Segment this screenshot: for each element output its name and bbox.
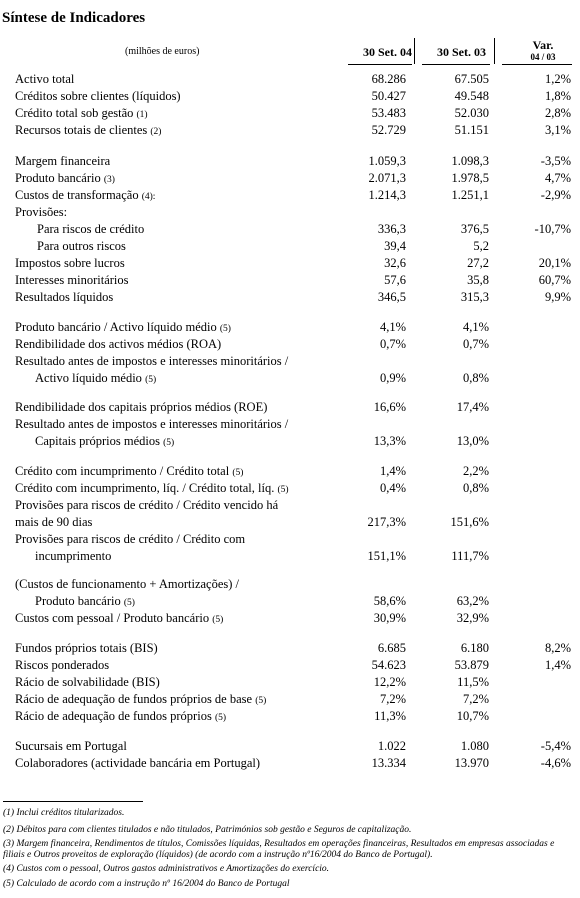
row-footnote-ref: (5) [163,438,175,448]
row-label-text: Interesses minoritários [15,273,129,287]
row-footnote-ref: (4): [141,192,156,202]
row-label [35,547,111,567]
value-2003: 32,9% [456,611,489,625]
value-2004: 13,3% [373,434,406,448]
row-label-text: Créditos sobre clientes (líquidos) [15,89,181,103]
table-row [0,203,580,221]
table-row [0,352,580,370]
value-variation: -5,4% [540,739,571,753]
value-2003: 11,5% [457,675,489,689]
value-2003: 0,7% [462,337,489,351]
row-label-text: Rendibilidade dos capitais próprios médios (ROE) [15,400,268,414]
table-row [0,254,580,272]
value-2003: 7,2% [462,692,489,706]
row-label-text: Rácio de adequação de fundos próprios de base [15,692,253,706]
value-2003: 6.180 [460,641,489,655]
row-label-text: Impostos sobre lucros [15,256,125,270]
row-label-text: mais de 90 dias [15,515,93,529]
value-variation: -3,5% [540,154,571,168]
table-row [0,169,580,187]
row-label-text: Activo total [15,72,75,86]
value-2003: 17,4% [456,400,489,414]
value-2004: 6.685 [377,641,406,655]
value-2004: 54.623 [371,658,406,672]
units-label: (milhões de euros) [125,46,200,57]
row-label [15,121,161,141]
table-row [0,70,580,88]
row-label-text: Activo líquido médio [35,371,142,385]
page-title: Síntese de Indicadores [2,10,146,26]
value-2003: 53.879 [454,658,489,672]
value-variation: 4,7% [544,171,571,185]
table-row [0,690,580,708]
value-2003: 52.030 [454,106,489,120]
value-2004: 11,3% [374,709,406,723]
row-footnote-ref: (5) [123,598,135,608]
row-label-text: Resultado antes de impostos e interesses minoritários / [15,417,289,431]
value-2004: 1.022 [377,739,406,753]
value-2003: 5,2 [473,239,489,253]
row-label-text: Crédito com incumprimento / Crédito total [15,464,230,478]
value-2004: 346,5 [377,290,406,304]
row-label [15,288,113,308]
row-label-text: Custos de transformação [15,188,139,202]
table-row [0,237,580,255]
value-2003: 35,8 [467,273,489,287]
row-label-text: Margem financeira [15,154,111,168]
value-variation: 60,7% [538,273,571,287]
value-2003: 376,5 [460,222,489,236]
value-2003: 1.978,5 [451,171,489,185]
value-2004: 217,3% [367,515,406,529]
row-footnote-ref: (5) [277,485,289,495]
column-header-2003: 30 Set. 03 [437,45,486,59]
value-2003: 49.548 [454,89,489,103]
value-2003: 13.970 [454,756,489,770]
row-label [15,754,260,774]
footnote: (4) Custos com o pessoal, Outros gastos administrativos e Amortizações do exercício. [3,864,330,874]
row-label-text: Para outros riscos [37,239,126,253]
row-label-text: Provisões: [15,205,68,219]
row-label-text: (Custos de funcionamento + Amortizações) / [15,577,240,591]
value-2004: 13.334 [371,756,406,770]
row-footnote-ref: (2) [150,127,162,137]
table-row [0,513,580,531]
table-row [0,288,580,306]
row-label-text: Rendibilidade dos activos médios (ROA) [15,337,222,351]
table-row [0,462,580,480]
row-label-text: Fundos próprios totais (BIS) [15,641,158,655]
value-2003: 27,2 [467,256,489,270]
row-label-text: Provisões para riscos de crédito / Crédito com [15,532,246,546]
footnote: (5) Calculado de acordo com a instrução nº 16/2004 do Banco de Portugal [3,879,290,889]
row-footnote-ref: (3) [103,175,115,185]
row-label-text: Resultados líquidos [15,290,114,304]
table-row [0,609,580,627]
row-label [35,432,174,452]
row-label-text: Produto bancário / Activo líquido médio [15,320,217,334]
value-2004: 336,3 [377,222,406,236]
value-2004: 57,6 [384,273,406,287]
table-row [0,318,580,336]
value-variation: 1,2% [544,72,571,86]
row-label-text: Colaboradores (actividade bancária em Portugal) [15,756,261,770]
row-label-text: incumprimento [35,549,112,563]
table-row [0,479,580,497]
value-2003: 10,7% [456,709,489,723]
table-row [0,398,580,416]
table-row [0,575,580,593]
value-2004: 53.483 [371,106,406,120]
table-row [0,121,580,139]
value-variation: 2,8% [544,106,571,120]
value-2004: 12,2% [373,675,406,689]
value-variation: 20,1% [538,256,571,270]
table-row [0,186,580,204]
value-2003: 1.251,1 [451,188,489,202]
row-label [15,707,226,727]
table-row [0,737,580,755]
value-2003: 4,1% [462,320,489,334]
value-2004: 0,4% [379,481,406,495]
footnote: (1) Inclui créditos titularizados. [3,808,125,818]
value-2004: 30,9% [373,611,406,625]
value-2003: 2,2% [462,464,489,478]
table-row [0,754,580,772]
row-footnote-ref: (5) [255,696,267,706]
table-row [0,220,580,238]
table-row [0,496,580,514]
footnote: (3) Margem financeira, Rendimentos de títulos, Comissões líquidas, Resultados em operações financeiras, Resultados em empresas associadas e filiais e Outros proveitos de exploração (líquidos) (de acordo com a instrução nº16/2004 do Banco de Portugal). [3,839,555,860]
row-label-text: Sucursais em Portugal [15,739,127,753]
value-2004: 1.214,3 [368,188,406,202]
column-header-2004: 30 Set. 04 [363,45,412,59]
table-row [0,592,580,610]
value-2003: 1.098,3 [451,154,489,168]
value-variation: 9,9% [544,290,571,304]
value-variation: -2,9% [540,188,571,202]
row-footnote-ref: (5) [232,468,244,478]
value-variation: 1,4% [544,658,571,672]
value-2003: 13,0% [456,434,489,448]
row-footnote-ref: (5) [219,324,231,334]
row-label [15,609,223,629]
value-variation: 1,8% [544,89,571,103]
value-2003: 51.151 [454,123,489,137]
value-2004: 68.286 [371,72,406,86]
table-row [0,707,580,725]
variation-header-label: Var. [532,38,554,52]
value-2003: 315,3 [460,290,489,304]
value-2003: 0,8% [462,371,489,385]
footnote-rule [3,801,143,802]
value-2004: 4,1% [379,320,406,334]
row-label-text: Crédito total sob gestão [15,106,134,120]
value-variation: 3,1% [544,123,571,137]
table-row [0,432,580,450]
value-2004: 32,6 [384,256,406,270]
row-label-text: Produto bancário [15,171,101,185]
value-2003: 63,2% [456,594,489,608]
row-footnote-ref: (5) [145,375,157,385]
table-row [0,271,580,289]
value-2004: 7,2% [379,692,406,706]
value-2004: 39,4 [384,239,406,253]
value-2004: 151,1% [367,549,406,563]
table-row [0,104,580,122]
row-label-text: Riscos ponderados [15,658,110,672]
value-2004: 1,4% [379,464,406,478]
row-label-text: Rácio de solvabilidade (BIS) [15,675,160,689]
table-row [0,369,580,387]
value-variation: -4,6% [540,756,571,770]
row-footnote-ref: (1) [136,110,148,120]
value-variation: -10,7% [534,222,571,236]
variation-header-period: 04 / 03 [530,52,556,62]
table-row [0,547,580,565]
row-label-text: Produto bancário [35,594,121,608]
table-row [0,639,580,657]
row-footnote-ref: (5) [214,713,227,723]
value-2004: 58,6% [373,594,406,608]
table-row [0,335,580,353]
row-label-text: Capitais próprios médios [35,434,160,448]
value-2004: 2.071,3 [368,171,406,185]
row-label-text: Custos com pessoal / Produto bancário [15,611,210,625]
row-label-text: Rácio de adequação de fundos próprios [15,709,212,723]
value-2004: 50.427 [371,89,406,103]
value-2003: 111,7% [451,549,489,563]
value-variation: 8,2% [544,641,571,655]
value-2004: 1.059,3 [368,154,406,168]
value-2003: 151,6% [450,515,489,529]
value-2003: 0,8% [462,481,489,495]
value-2004: 0,9% [379,371,406,385]
footnote: (2) Débitos para com clientes titulados e não titulados, Patrimónios sob gestão e Seguros de capitalização. [3,825,412,835]
row-label-text: Crédito com incumprimento, líq. / Crédito total, líq. [15,481,275,495]
table-row [0,152,580,170]
row-label-text: Resultado antes de impostos e interesses minoritários / [15,354,289,368]
row-footnote-ref: (5) [212,615,224,625]
value-2004: 16,6% [373,400,406,414]
table-row [0,656,580,674]
row-label-text: Provisões para riscos de crédito / Crédito vencido há [15,498,279,512]
table-row [0,415,580,433]
table-row [0,673,580,691]
row-label-text: Para riscos de crédito [37,222,145,236]
value-2004: 52.729 [371,123,406,137]
value-2004: 0,7% [379,337,406,351]
value-2003: 1.080 [460,739,489,753]
value-2003: 67.505 [454,72,489,86]
table-row [0,87,580,105]
table-row [0,530,580,548]
row-label [35,369,156,389]
row-label-text: Recursos totais de clientes [15,123,148,137]
